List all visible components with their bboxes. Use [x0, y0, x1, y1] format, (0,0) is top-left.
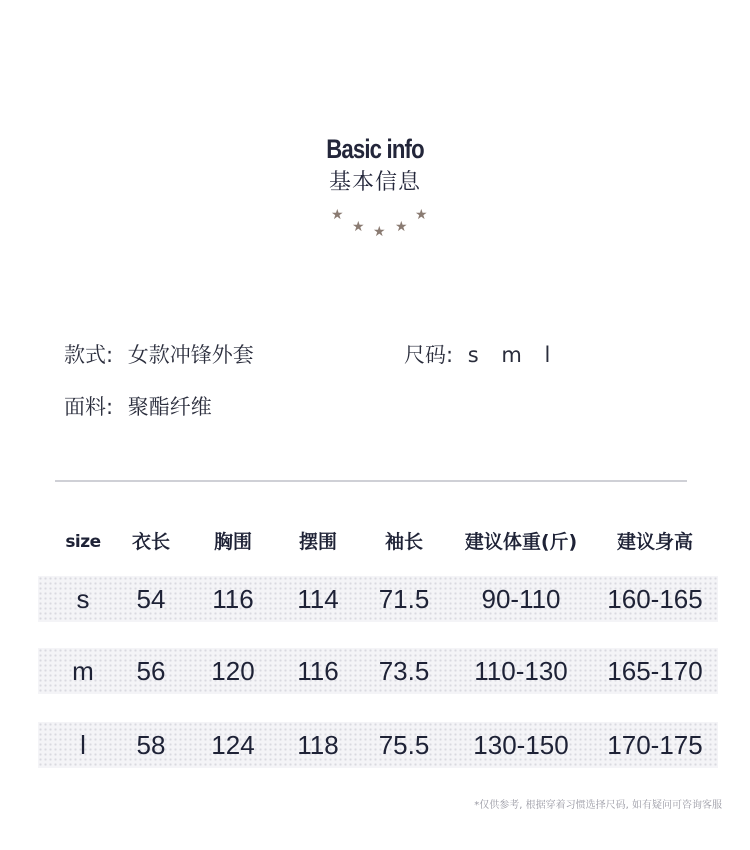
divider: [55, 480, 687, 482]
cell-sleeve: 71.5: [378, 584, 430, 614]
header-sleeve: 袖长: [384, 531, 423, 553]
table-row: [38, 722, 718, 766]
header: [0, 132, 750, 198]
cell-hem: 116: [297, 656, 339, 686]
header-length: 衣长: [131, 531, 170, 553]
star-icon: ★: [373, 224, 386, 240]
cell-sleeve: 75.5: [378, 730, 430, 760]
cell-length: 54: [136, 584, 166, 614]
header-height: 建议身高: [616, 531, 693, 553]
cell-height: 160-165: [607, 584, 703, 614]
title-chinese: 基本信息: [328, 170, 421, 195]
cell-hem: 118: [297, 730, 339, 760]
cell-hem: 114: [297, 584, 339, 614]
header-size: size: [65, 532, 101, 552]
title-english: Basic info: [326, 134, 424, 164]
cell-weight: 90-110: [481, 584, 561, 614]
cell-weight: 130-150: [473, 730, 569, 760]
style-label: 款式:: [64, 343, 114, 367]
star-icon: ★: [331, 207, 344, 223]
cell-size: s: [76, 584, 90, 614]
cell-chest: 124: [211, 730, 255, 760]
table-row: [38, 648, 718, 692]
size-value: s m l: [467, 343, 559, 367]
cell-chest: 116: [212, 584, 254, 614]
stars-decoration: [325, 200, 435, 244]
header-hem: 摆围: [298, 531, 337, 553]
cell-height: 170-175: [607, 730, 703, 760]
size-label: 尺码:: [404, 343, 454, 367]
cell-height: 165-170: [607, 656, 703, 686]
cell-length: 56: [136, 656, 166, 686]
fabric-value: 聚酯纤维: [127, 395, 212, 419]
footnote: *仅供参考, 根据穿着习惯选择尺码, 如有疑问可咨询客服: [474, 800, 722, 811]
size-row: [404, 340, 558, 370]
table-header: [38, 520, 718, 564]
star-icon: ★: [395, 219, 408, 235]
cell-weight: 110-130: [474, 656, 568, 686]
style-value: 女款冲锋外套: [127, 343, 254, 367]
cell-length: 58: [136, 730, 166, 760]
table-row: [38, 576, 718, 620]
star-icon: ★: [415, 207, 428, 223]
cell-size: m: [72, 656, 94, 686]
size-table: [38, 520, 718, 760]
header-chest: 胸围: [213, 531, 252, 553]
cell-size: l: [80, 730, 86, 760]
header-weight: 建议体重(斤): [464, 531, 578, 553]
cell-sleeve: 73.5: [378, 656, 430, 686]
style-row: [64, 340, 254, 370]
cell-chest: 120: [211, 656, 255, 686]
fabric-row: [64, 392, 212, 422]
fabric-label: 面料:: [64, 395, 114, 419]
star-icon: ★: [352, 219, 365, 235]
